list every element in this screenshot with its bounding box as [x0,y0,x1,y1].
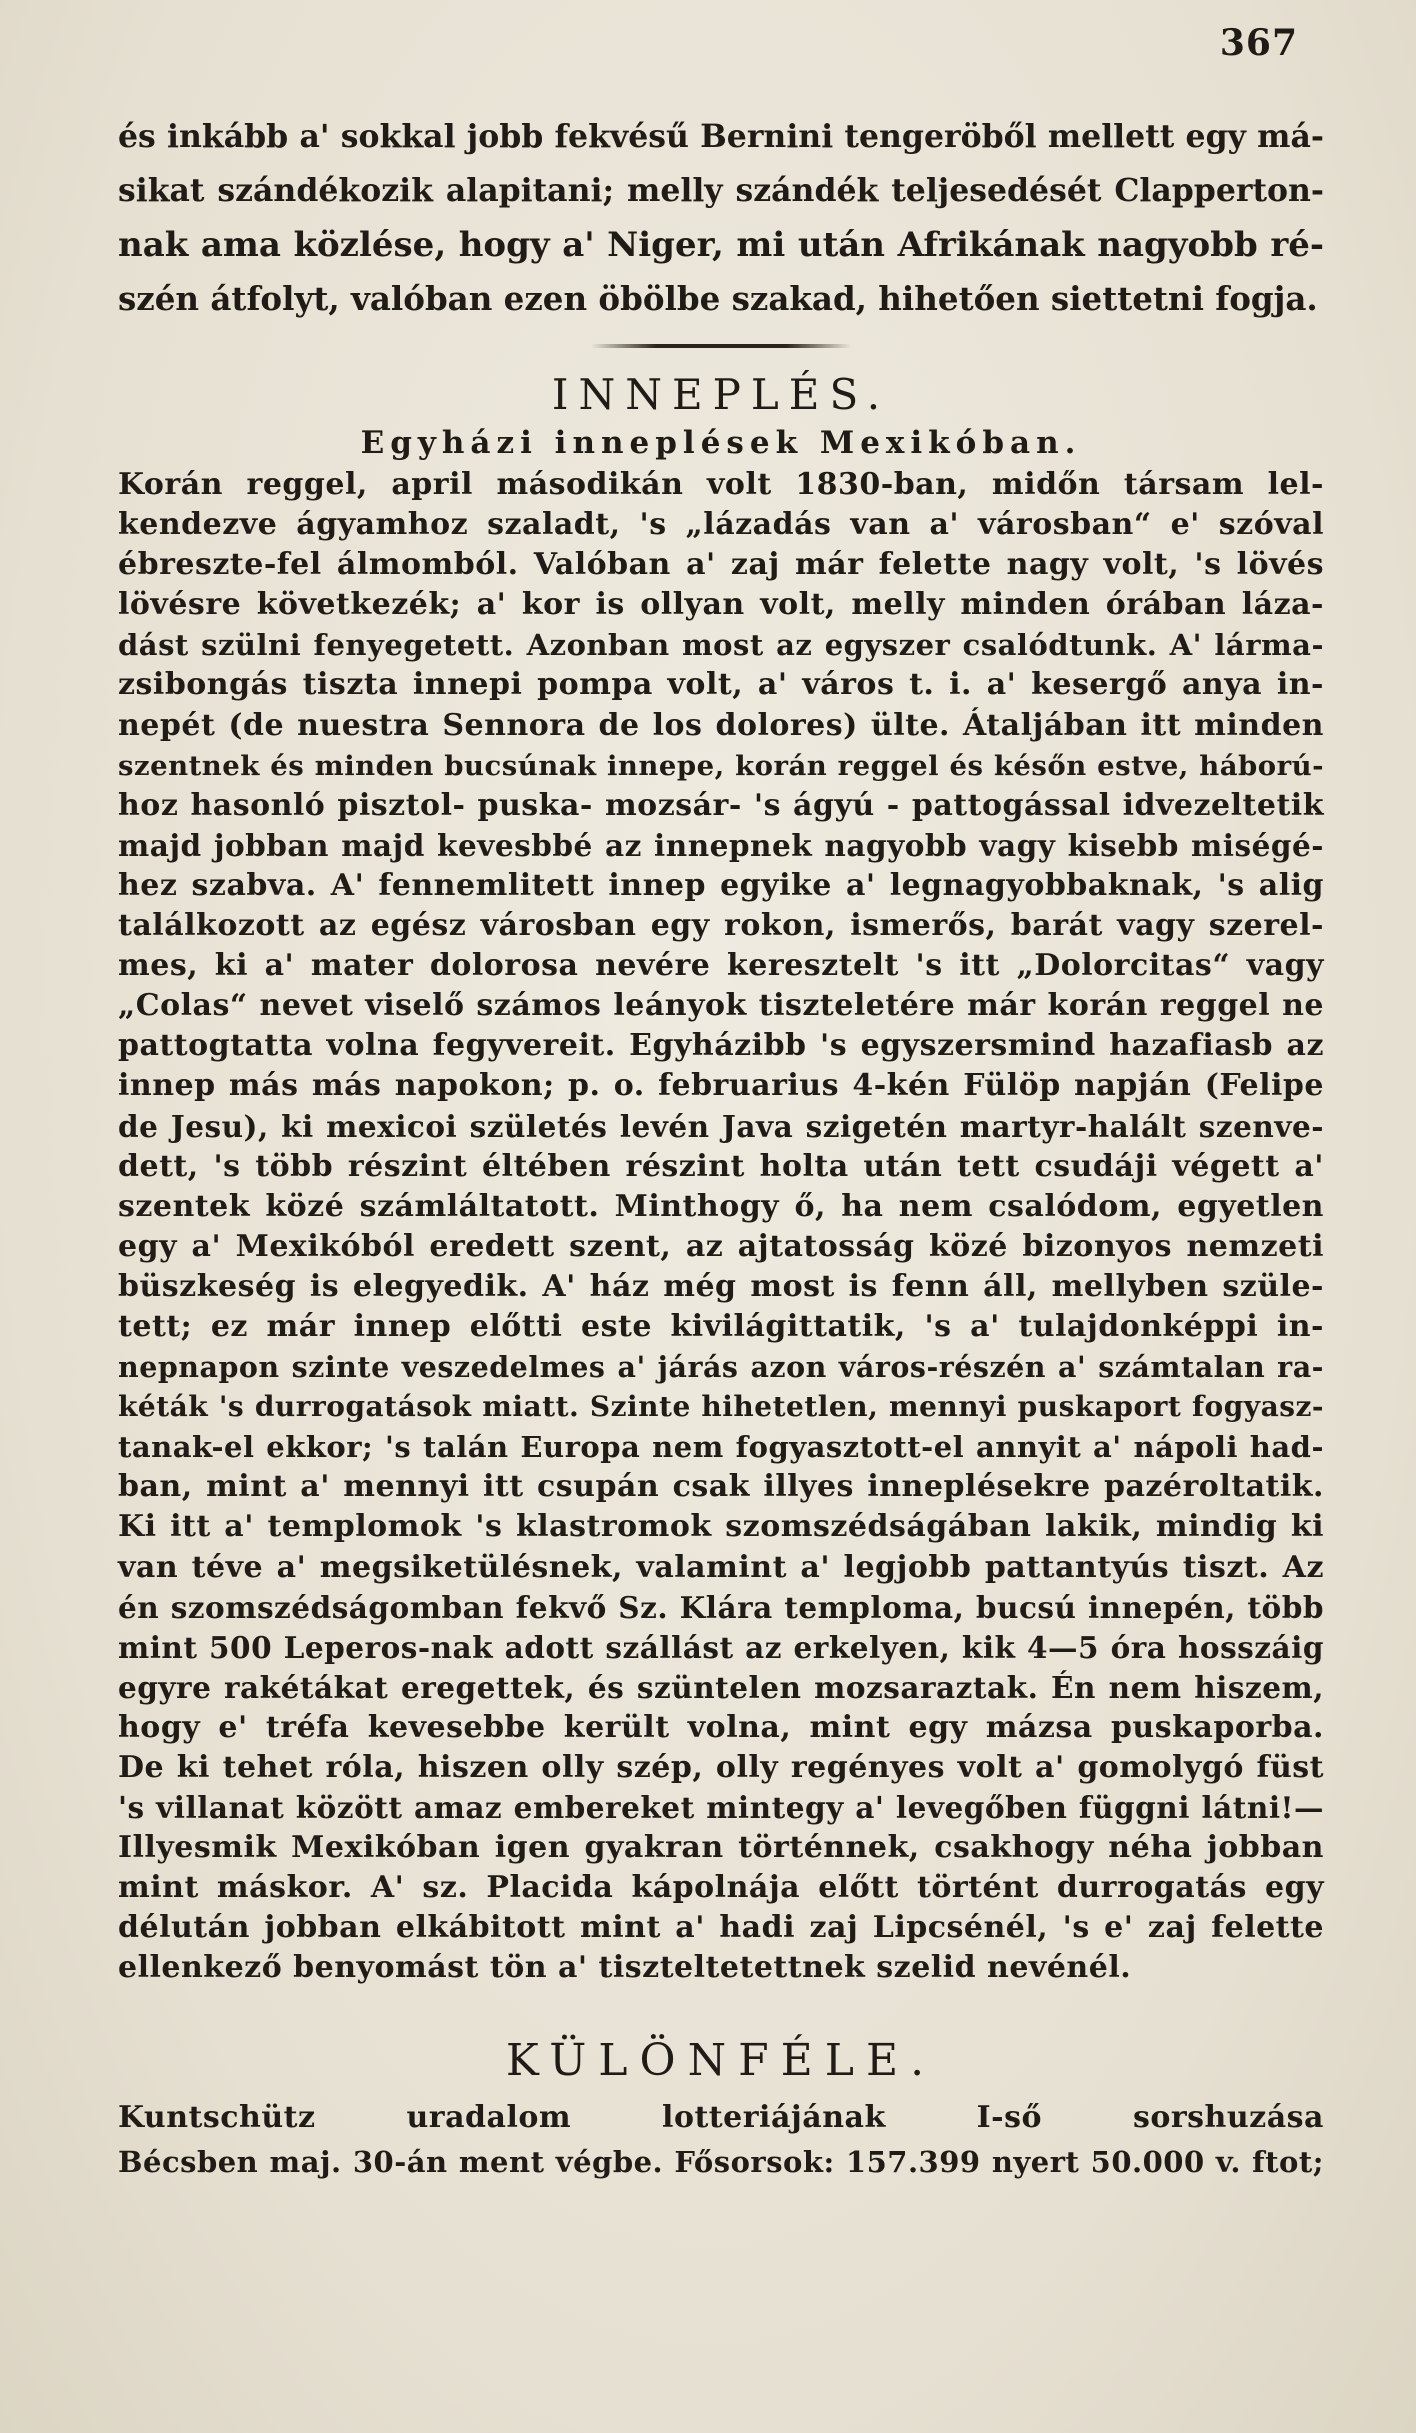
text-line: de Jesu), ki mexicoi születés levén Java szigetén martyr-halált szenve- [118,1108,1324,1144]
text-line: zsibongás tiszta innepi pompa volt, a' város t. i. a' kesergő anya in- [118,667,1324,703]
text-line: mint 500 Leperos-nak adott szállást az erkelyen, kik 4—5 óra hosszáig [118,1629,1324,1665]
text-line: nepnapon szinte veszedelmes a' járás azon város-részén a' számtalan ra- [118,1350,1324,1385]
text-line: egy a' Mexikóból eredett szent, az ajtatosság közé bizonyos nemzeti [118,1228,1324,1264]
text-line: Kuntschütz uradalom lotteriájának I-ső sorshuzása [118,2099,1324,2135]
text-line: lövésre következék; a' kor is ollyan volt, melly minden órában láza- [118,587,1324,623]
intro-line: szén átfolyt, valóban ezen öbölbe szakad, hihetően siettetni fogja. [118,279,1318,318]
text-line: innep más más napokon; p. o. februarius 4-kén Fülöp napján (Felipe [118,1068,1324,1104]
text-line: kéták 's durrogatások miatt. Szinte hihetetlen, mennyi puskaport fogyasz- [118,1390,1324,1424]
text-line: hoz hasonló pisztol- puska- mozsár- 's ágyú - pattogással idvezeltetik [118,787,1324,823]
text-line: délután jobban elkábitott mint a' hadi zaj Lipcsénél, 's e' zaj felette [118,1910,1324,1946]
section-divider [591,344,851,348]
text-line: mint máskor. A' sz. Placida kápolnája előtt történt durrogatás egy [118,1870,1324,1906]
intro-line: és inkább a' sokkal jobb fekvésű Bernini tengeröből mellett egy má- [118,118,1324,155]
text-line: tett; ez már innep előtti este kivilágittatik, 's a' tulajdonképpi in- [118,1308,1324,1344]
intro-paragraph [118,110,1324,326]
text-line: 's villanat között amaz embereket mintegy a' levegőben függni látni!— [118,1790,1324,1826]
text-line: Korán reggel, april másodikán volt 1830-ban, midőn társam lel- [118,467,1324,502]
text-line: Illyesmik Mexikóban igen gyakran történnek, csakhogy néha jobban [118,1830,1324,1866]
section-subtitle: Egyházi inneplések Mexikóban. [360,425,1082,461]
text-column [118,110,1324,2184]
notice-body [118,2096,1324,2184]
text-line: kendezve ágyamhoz szaladt, 's „lázadás van a' városban“ e' szóval [118,507,1324,543]
article-body [118,465,1324,1989]
text-line: De ki tehet róla, hiszen olly szép, olly regényes volt a' gomolygó füst [118,1750,1324,1785]
text-line: hogy e' tréfa kevesebbe került volna, mint egy mázsa puskaporba. [118,1709,1324,1745]
text-line: Ki itt a' templomok 's klastromok szomszédságában lakik, mindig ki [118,1509,1324,1545]
section-title-innepless: INNEPLÉS. [551,370,891,419]
text-line: ébreszte-fel álmomból. Valóban a' zaj már felette nagy volt, 's lövés [118,547,1324,583]
text-line: Bécsben maj. 30-án ment végbe. Fősorsok: 157.399 nyert 50.000 v. ftot; [118,2144,1324,2179]
text-line: dást szülni fenyegetett. Azonban most az egyszer csalódtunk. A' lárma- [118,628,1324,663]
page-number: 367 [1219,22,1298,64]
intro-line: sikat szándékozik alapitani; melly szándék teljesedését Clapperton- [118,172,1324,209]
text-line: szentnek és minden bucsúnak innepe, korán reggel és későn estve, háború- [118,749,1324,782]
text-line: én szomszédságomban fekvő Sz. Klára temploma, bucsú innepén, több [118,1589,1324,1625]
text-line: mes, ki a' mater dolorosa nevére keresztelt 's itt „Dolorcitas“ vagy [118,948,1324,984]
intro-line: nak ama közlése, hogy a' Niger, mi után Afrikának nagyobb ré- [118,225,1324,265]
text-line: „Colas“ nevet viselő számos leányok tiszteletére már korán reggel ne [118,988,1324,1024]
text-line: ellenkező benyomást tön a' tiszteltetettnek szelid nevénél. [118,1950,1132,1986]
text-line: szentek közé számláltatott. Minthogy ő, ha nem csalódom, egyetlen [118,1188,1324,1224]
text-line: pattogtatta volna fegyvereit. Egyházibb 's egyszersmind hazafiasb az [118,1028,1324,1064]
text-line: tanak-el ekkor; 's talán Europa nem fogyasztott-el annyit a' nápoli had- [118,1430,1324,1465]
text-line: hez szabva. A' fennemlitett innep egyike a' legnagyobbaknak, 's alig [118,867,1324,903]
text-line: büszkeség is elegyedik. A' ház még most is fenn áll, mellyben szüle- [118,1268,1324,1304]
section-title-kulonfele: KÜLÖNFÉLE. [505,2034,937,2086]
text-line: találkozott az egész városban egy rokon, ismerős, barát vagy szerel- [118,908,1324,944]
text-line: egyre rakétákat eregettek, és szüntelen mozsaraztak. Én nem hiszem, [118,1669,1324,1705]
text-line: dett, 's több részint éltében részint holta után tett csudáji végett a' [118,1148,1324,1184]
text-line: van téve a' megsiketülésnek, valamint a' legjobb pattantyús tiszt. Az [118,1549,1324,1585]
text-line: majd jobban majd kevesbbé az innepnek nagyobb vagy kisebb miségé- [118,827,1324,863]
text-line: ban, mint a' mennyi itt csupán csak illyes inneplésekre pazéroltatik. [118,1469,1324,1505]
text-line: nepét (de nuestra Sennora de los dolores) ülte. Átaljában itt minden [118,707,1324,743]
